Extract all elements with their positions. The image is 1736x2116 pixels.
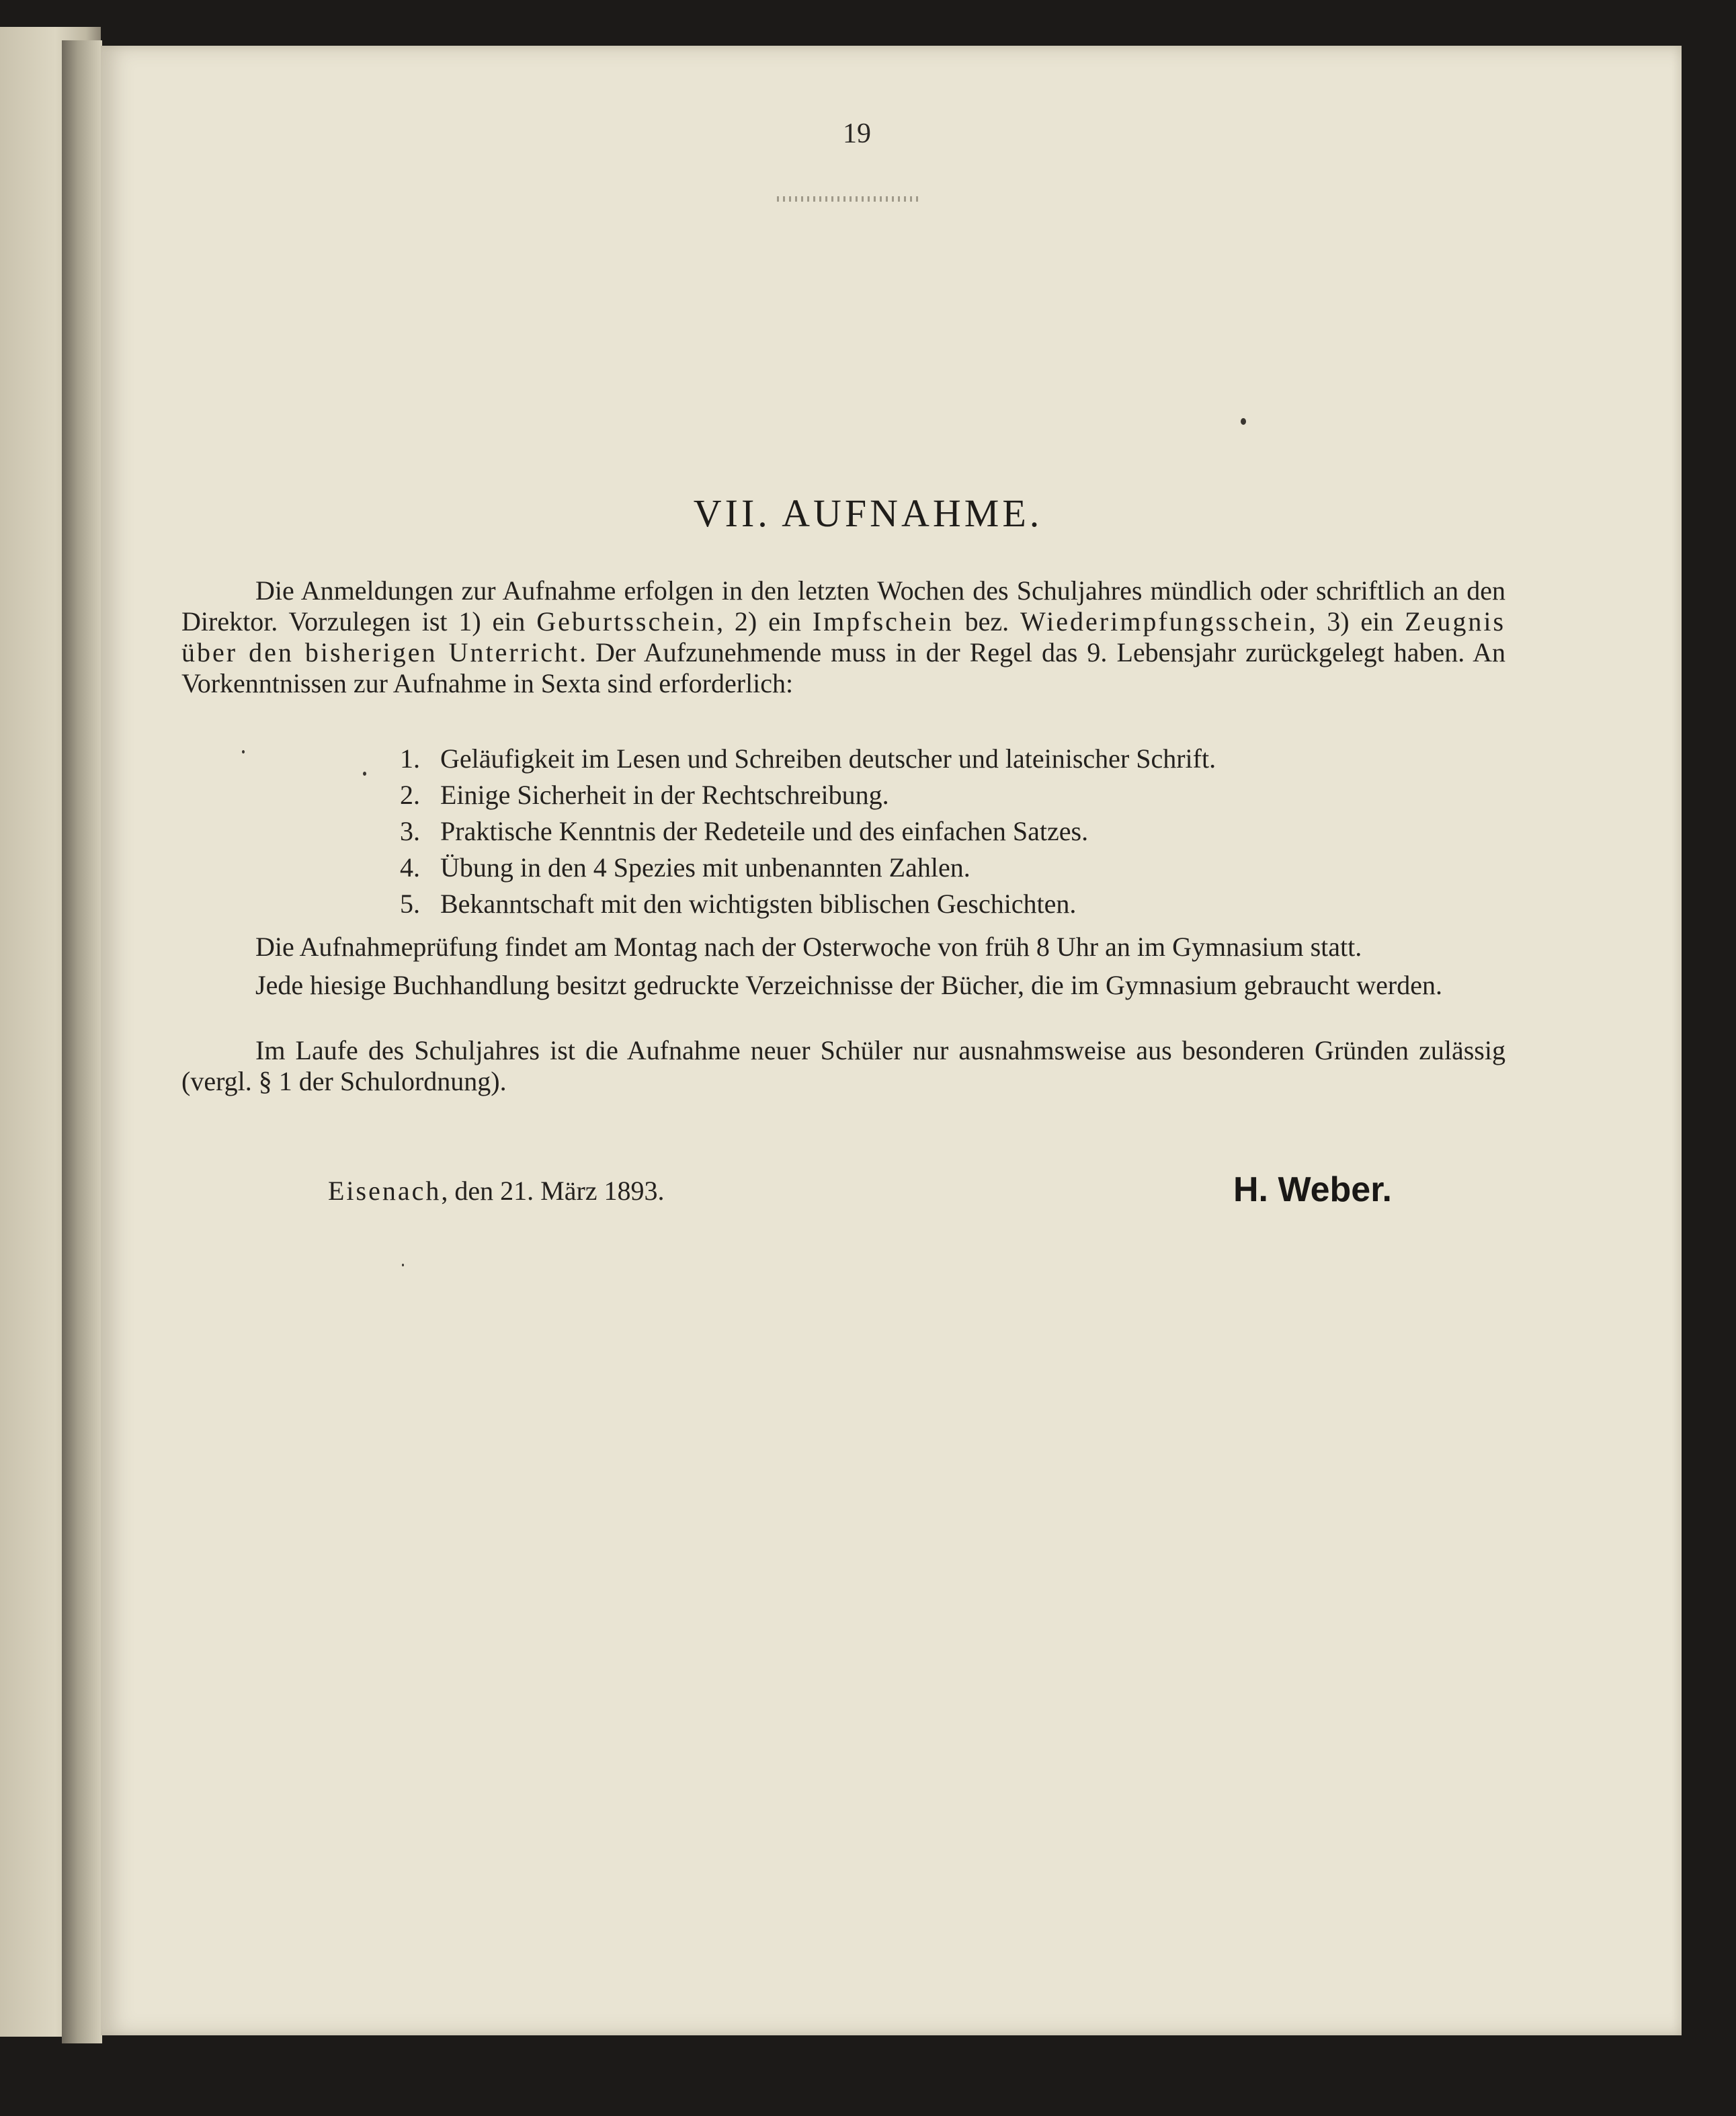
list-item-number: 2. [400,780,420,810]
paragraph-exam: Die Aufnahmeprüfung findet am Montag nach der Osterwoche von früh 8 Uhr an im Gymnasium statt. [255,932,1362,962]
list-item [400,741,1408,777]
list-item-number: 5. [400,889,420,919]
date-text: , den 21. März 1893. [441,1176,665,1206]
paragraph-text: , 3) ein [1309,606,1405,637]
paper-speck [402,1264,404,1266]
list-item-text: Geläufigkeit im Lesen und Schreiben deutscher und lateinischer Schrift. [440,743,1216,774]
paragraph-text: , 2) ein [716,606,813,637]
signature: H. Weber. [1233,1170,1393,1209]
requirements-list [400,741,1408,922]
emphasis-term: Geburtsschein [536,606,717,637]
emphasis-term: Wiederimpfungsschein [1020,606,1309,637]
paragraph-registration [181,575,1505,699]
list-item-text: Bekanntschaft mit den wichtigsten biblischen Geschichten. [440,889,1077,919]
place-name: Eisenach [328,1176,442,1206]
section-heading: VII. AUFNAHME. [693,491,1043,535]
emphasis-term: Zeugnis über den bisherigen Unterricht [181,606,1506,667]
list-item-text: Übung in den 4 Spezies mit unbenannten Zahlen. [440,852,970,883]
paper-speck [1241,418,1246,425]
emphasis-term: Impfschein [812,606,954,637]
list-item-text: Praktische Kenntnis der Redeteile und des einfachen Satzes. [440,816,1089,846]
paragraph-text: Die Anmeldungen zur Aufnahme erfolgen in den letzten Wochen des Schuljahres mündlich oder schriftlich an den Direktor. Vorzulegen ist 1) ein [181,575,1505,637]
book-spine [62,40,102,2043]
list-item [400,850,1408,886]
list-item-text: Einige Sicherheit in der Rechtschreibung. [440,780,889,810]
list-item-number: 3. [400,816,420,846]
paragraph-midyear: Im Laufe des Schuljahres ist die Aufnahme neuer Schüler nur ausnahmsweise aus besonderen Gründen zulässig (vergl. § 1 der Schulordnung). [181,1035,1505,1096]
list-item [400,813,1408,850]
list-item [400,777,1408,813]
list-item [400,886,1408,922]
place-date [328,1175,665,1207]
paragraph-text: bez. [953,606,1020,637]
list-item-number: 1. [400,743,420,774]
page-number: 19 [843,118,871,149]
list-item-number: 4. [400,852,420,883]
paper-speck [363,772,366,776]
paper-speck [242,750,245,754]
paragraph-books: Jede hiesige Buchhandlung besitzt gedruckte Verzeichnisse der Bücher, die im Gymnasium gebraucht werden. [255,970,1442,1000]
page-number-rule [773,196,921,202]
paragraph-text: . Der Aufzunehmende muss in der Regel das 9. Lebensjahr zurückgelegt haben. An Vorkenntnissen zur Aufnahme in Sexta sind erforderlich: [181,637,1506,698]
